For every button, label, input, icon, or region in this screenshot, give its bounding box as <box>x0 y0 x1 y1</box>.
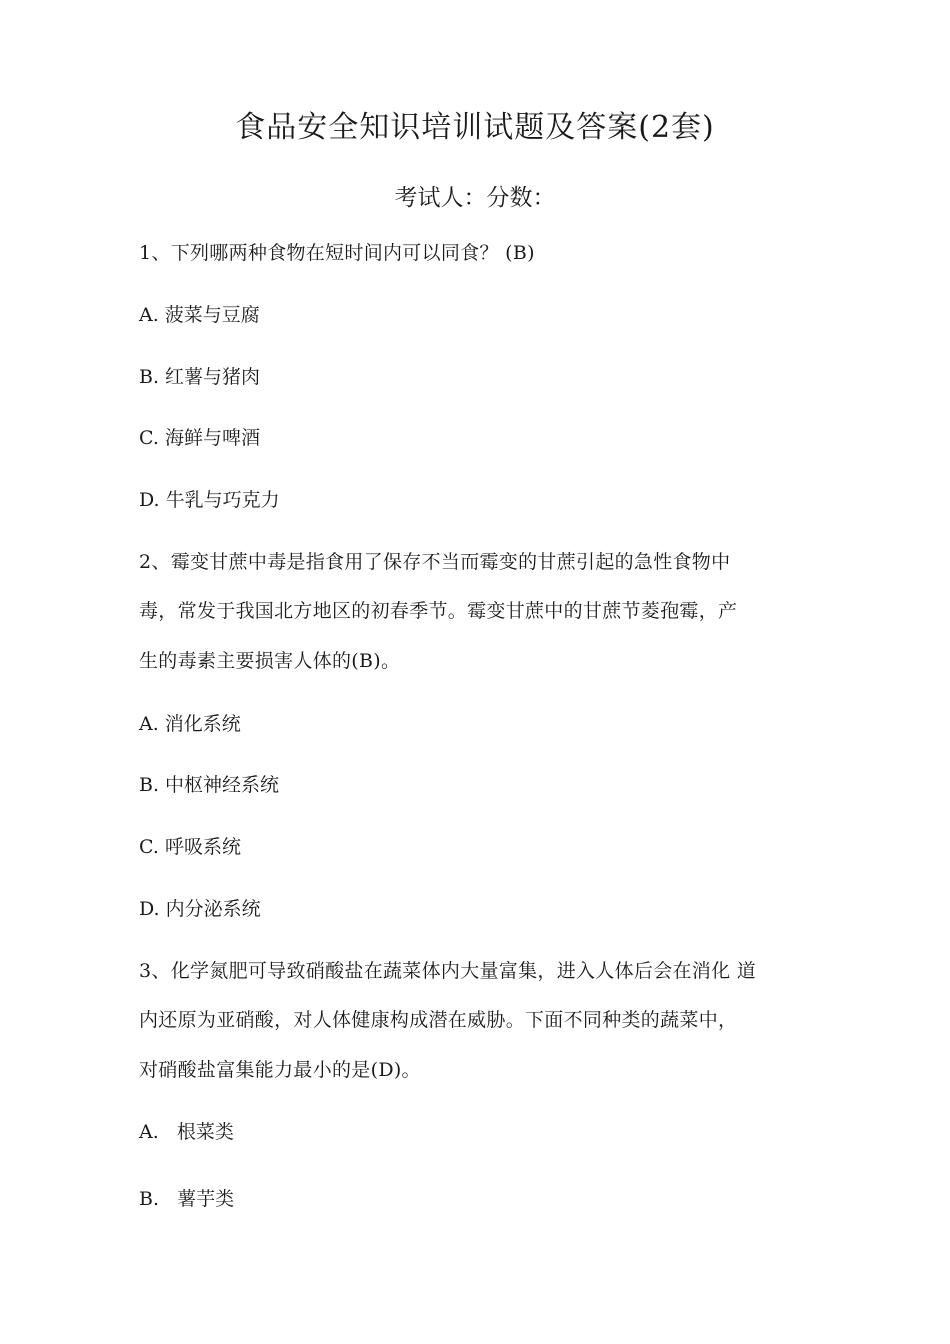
examinee-score-line: 考试人：分数： <box>394 185 556 211</box>
question-2-option-d: D. 内分泌系统 <box>139 898 261 920</box>
question-2-option-c: C. 呼吸系统 <box>139 836 241 858</box>
question-3-text-line-3: 对硝酸盐富集能力最小的是(D)。 <box>139 1059 421 1081</box>
question-2-option-b: B. 中枢神经系统 <box>139 774 280 796</box>
question-2-text-line-1: 2、霉变甘蔗中毒是指食用了保存不当而霉变的甘蔗引起的急性食物中 <box>139 551 731 573</box>
question-1-option-c: C. 海鲜与啤酒 <box>139 427 260 449</box>
question-3-option-b: B. 薯芋类 <box>139 1188 235 1210</box>
question-1-text: 1、下列哪两种食物在短时间内可以同食？ (B) <box>139 242 535 264</box>
question-2-text-line-2: 毒，常发于我国北方地区的初春季节。霉变甘蔗中的甘蔗节菱孢霉，产 <box>139 600 738 622</box>
question-3-option-a: A. 根菜类 <box>139 1121 234 1143</box>
document-title: 食品安全知识培训试题及答案(2套) <box>235 110 715 145</box>
question-3-text-line-2: 内还原为亚硝酸，对人体健康构成潜在威胁。下面不同种类的蔬菜中， <box>139 1009 738 1031</box>
question-2-option-a: A. 消化系统 <box>139 713 241 735</box>
question-2-text-line-3: 生的毒素主要损害人体的(B)。 <box>139 650 401 672</box>
question-1-option-b: B. 红薯与猪肉 <box>139 366 261 388</box>
question-1-option-a: A. 菠菜与豆腐 <box>139 304 260 326</box>
question-3-text-line-1: 3、化学氮肥可导致硝酸盐在蔬菜体内大量富集，进入人体后会在消化 道 <box>139 960 757 982</box>
question-1-option-d: D. 牛乳与巧克力 <box>139 489 280 511</box>
